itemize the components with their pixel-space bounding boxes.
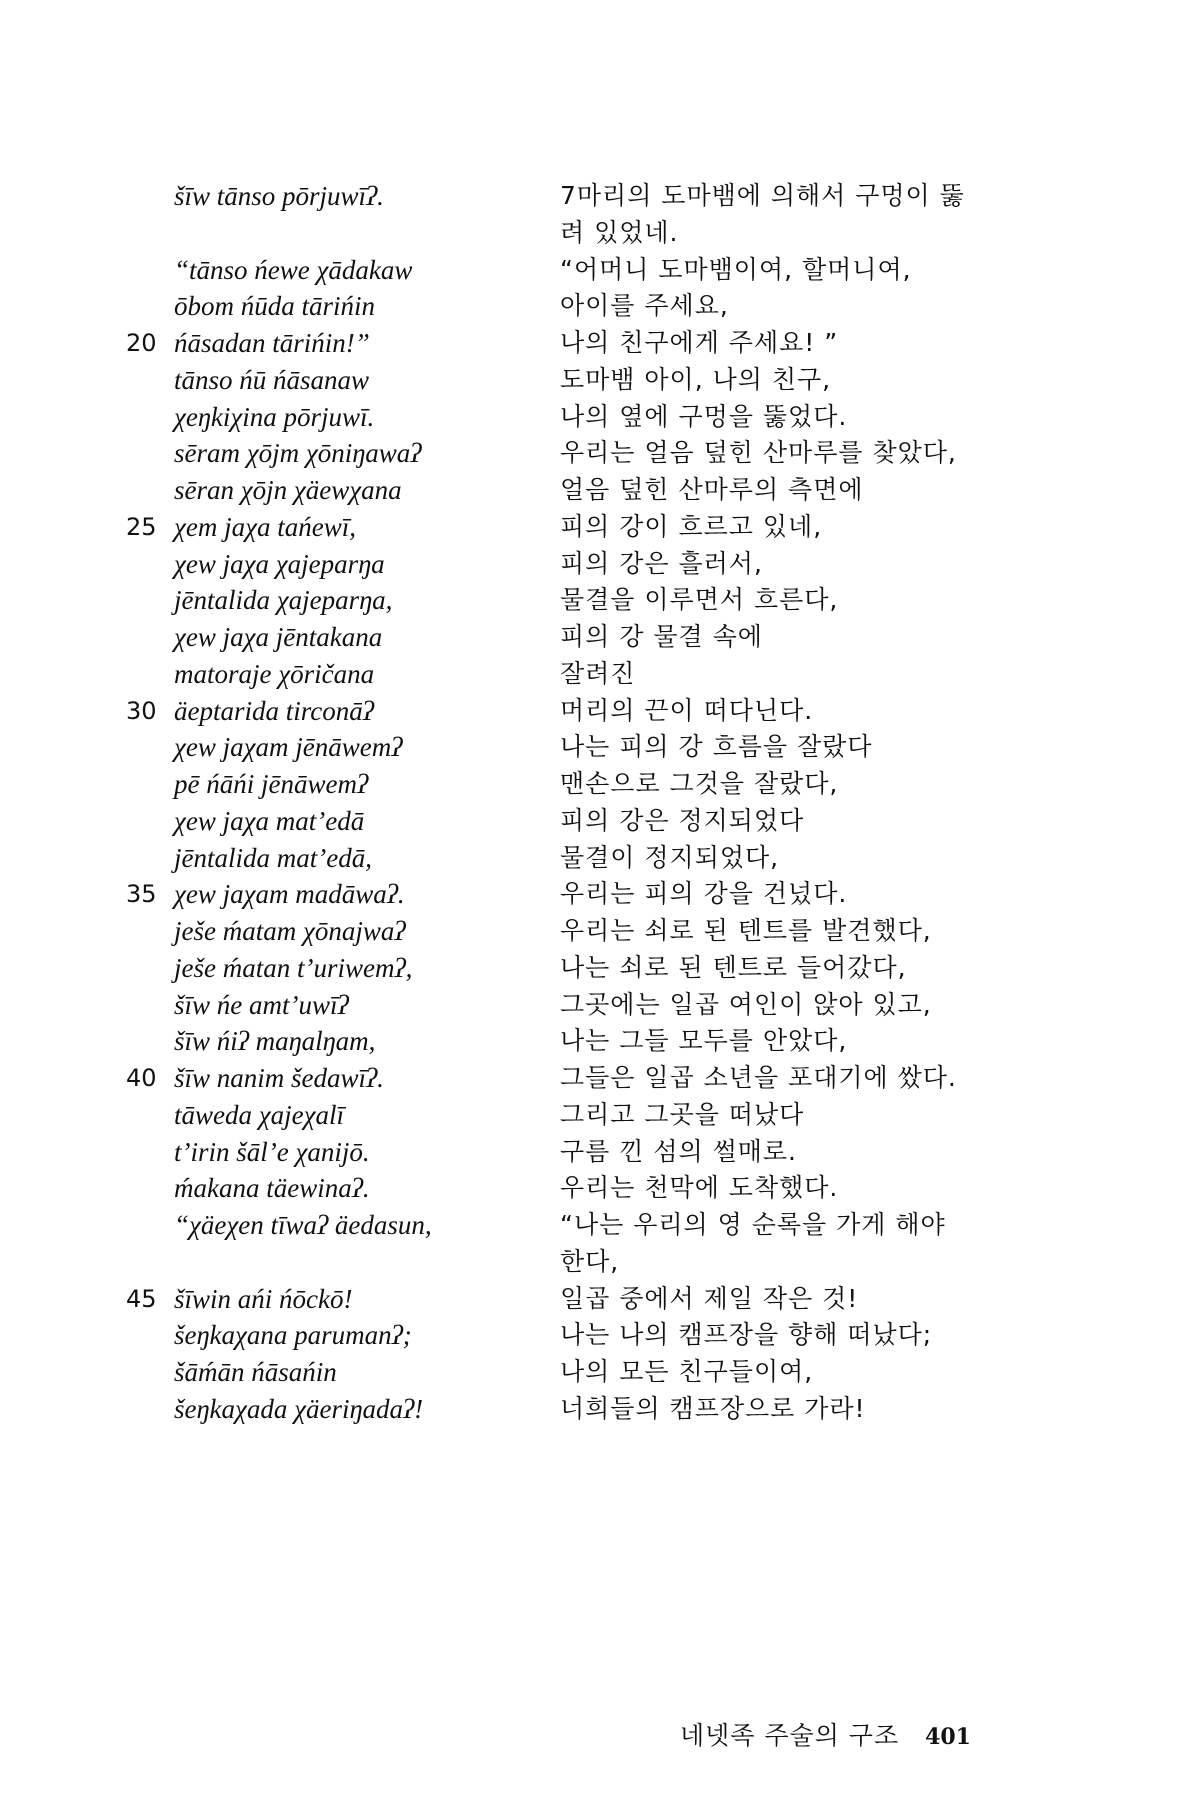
text-line — [0, 433, 1200, 473]
korean-translation: “나는 우리의 영 순록을 가게 해야 — [560, 1210, 946, 1239]
korean-translation: 그들은 일곱 소년을 포대기에 쌌다. — [560, 1063, 957, 1092]
text-line — [0, 1058, 1200, 1098]
source-verse: “tānso ńewe χādakaw — [174, 255, 413, 285]
korean-translation: 우리는 얼음 덮힌 산마루를 찾았다, — [560, 438, 957, 467]
line-number: 45 — [126, 1285, 157, 1313]
line-number: 30 — [126, 697, 157, 725]
korean-translation: 나의 친구에게 주세요! ” — [560, 328, 839, 357]
source-verse: matoraje χōričana — [174, 659, 375, 689]
text-line — [0, 470, 1200, 510]
source-verse: šīw ńiʔ maŋalŋam, — [174, 1026, 376, 1056]
source-verse: šāḿān ńāsańin — [174, 1357, 337, 1387]
korean-translation: 피의 강은 정지되었다 — [560, 806, 805, 835]
source-verse: sēran χōjn χäewχana — [174, 475, 402, 505]
text-line — [0, 507, 1200, 547]
source-verse: χew jaχa χajeparŋa — [174, 549, 385, 579]
source-verse: ōbom ńūda tārińin — [174, 291, 376, 321]
source-verse: šīwin ańi ńōckō! — [174, 1284, 353, 1314]
korean-translation: 려 있었네. — [560, 218, 679, 247]
korean-translation: 나는 나의 캠프장을 향해 떠났다; — [560, 1320, 933, 1349]
line-number: 40 — [126, 1064, 157, 1092]
korean-translation: 나는 쇠로 된 텐트로 들어갔다, — [560, 953, 907, 982]
source-verse: χew jaχam jēnāwemʔ — [174, 732, 403, 762]
text-line — [0, 286, 1200, 326]
source-verse: ješe ḿatam χōnajwaʔ — [174, 916, 406, 946]
korean-translation: 나의 옆에 구멍을 뚫었다. — [560, 402, 848, 431]
text-line — [0, 1168, 1200, 1208]
text-line — [0, 617, 1200, 657]
source-verse: χew jaχa jēntakana — [174, 622, 383, 652]
text-line — [0, 1132, 1200, 1172]
text-line — [0, 1095, 1200, 1135]
korean-translation: 그곳에는 일곱 여인이 앉아 있고, — [560, 990, 932, 1019]
source-verse: pē ńāńi jēnāwemʔ — [174, 769, 369, 799]
korean-translation: 한다, — [560, 1247, 620, 1276]
line-number: 25 — [126, 513, 157, 541]
source-verse: “χäeχen tīwaʔ äedasun, — [174, 1210, 432, 1240]
text-line — [0, 1315, 1200, 1355]
source-verse: äeptarida tirconāʔ — [174, 696, 374, 726]
source-verse: t’irin šāl’e χanijō. — [174, 1137, 370, 1167]
source-verse: ḿakana täewinaʔ. — [174, 1173, 370, 1203]
source-verse: šeŋkaχana parumanʔ; — [174, 1320, 412, 1350]
source-verse: šeŋkaχada χäeriŋadaʔ! — [174, 1394, 424, 1424]
text-line — [0, 764, 1200, 804]
korean-translation: 나의 모든 친구들이여, — [560, 1357, 814, 1386]
korean-translation: 구름 낀 섬의 썰매로. — [560, 1137, 797, 1166]
text-line — [0, 948, 1200, 988]
text-line — [0, 654, 1200, 694]
korean-translation: 일곱 중에서 제일 작은 것! — [560, 1284, 859, 1313]
text-line — [0, 1021, 1200, 1061]
korean-translation: 아이를 주세요, — [560, 291, 729, 320]
korean-translation: 그리고 그곳을 떠났다 — [560, 1100, 805, 1129]
korean-translation: “어머니 도마뱀이여, 할머니여, — [560, 255, 912, 284]
korean-translation: 맨손으로 그것을 잘랐다, — [560, 769, 839, 798]
text-line — [0, 544, 1200, 584]
text-line — [0, 1205, 1200, 1245]
korean-translation: 물결이 정지되었다, — [560, 843, 780, 872]
text-line — [0, 801, 1200, 841]
text-line — [0, 691, 1200, 731]
korean-translation: 나는 그들 모두를 안았다, — [560, 1026, 848, 1055]
text-line — [0, 1352, 1200, 1392]
line-number: 20 — [126, 329, 157, 357]
korean-translation: 피의 강은 흘러서, — [560, 549, 763, 578]
text-line — [0, 213, 1200, 253]
running-footer — [680, 1716, 1020, 1756]
source-verse: šīw nanim šedawīʔ. — [174, 1063, 384, 1093]
source-verse: šīw ńe amt’uwīʔ — [174, 990, 349, 1020]
korean-translation: 피의 강 물결 속에 — [560, 622, 763, 651]
korean-translation: 물결을 이루면서 흐른다, — [560, 585, 839, 614]
text-line — [0, 874, 1200, 914]
text-line — [0, 1279, 1200, 1319]
source-verse: tāweda χajeχalī — [174, 1100, 344, 1130]
source-verse: tānso ńū ńāsanaw — [174, 365, 370, 395]
text-line — [0, 1242, 1200, 1282]
text-line — [0, 580, 1200, 620]
source-verse: χeŋkiχina pōrjuwī. — [174, 402, 375, 432]
korean-translation: 너희들의 캠프장으로 가라! — [560, 1394, 866, 1423]
text-line — [0, 911, 1200, 951]
korean-translation: 우리는 천막에 도착했다. — [560, 1173, 839, 1202]
korean-translation: 우리는 피의 강을 건넜다. — [560, 879, 848, 908]
korean-translation: 7마리의 도마뱀에 의해서 구멍이 뚫 — [560, 181, 965, 210]
text-line — [0, 397, 1200, 437]
korean-translation: 도마뱀 아이, 나의 친구, — [560, 365, 832, 394]
text-line — [0, 323, 1200, 363]
text-line — [0, 838, 1200, 878]
text-line — [0, 360, 1200, 400]
source-verse: jēntalida mat’edā, — [174, 843, 372, 873]
source-verse: šīw tānso pōrjuwīʔ. — [174, 181, 384, 211]
text-line — [0, 1389, 1200, 1429]
source-verse: χew jaχa mat’edā — [174, 806, 365, 836]
text-line — [0, 727, 1200, 767]
text-line — [0, 176, 1200, 216]
footer-title: 네넷족 주술의 구조 — [680, 1721, 900, 1750]
korean-translation: 머리의 끈이 떠다닌다. — [560, 696, 814, 725]
source-verse: sēram χōjm χōniŋawaʔ — [174, 438, 422, 468]
korean-translation: 나는 피의 강 흐름을 잘랐다 — [560, 732, 873, 761]
text-line — [0, 985, 1200, 1025]
source-verse: jēntalida χajeparŋa, — [174, 585, 393, 615]
text-line — [0, 250, 1200, 290]
source-verse: ńāsadan tārińin!” — [174, 328, 370, 358]
source-verse: ješe ḿatan t’uriwemʔ, — [174, 953, 413, 983]
source-verse: χew jaχam madāwaʔ. — [174, 879, 405, 909]
line-number: 35 — [126, 880, 157, 908]
korean-translation: 얼음 덮힌 산마루의 측면에 — [560, 475, 864, 504]
korean-translation: 우리는 쇠로 된 텐트를 발견했다, — [560, 916, 932, 945]
korean-translation: 피의 강이 흐르고 있네, — [560, 512, 823, 541]
source-verse: χem jaχa tańewī, — [174, 512, 356, 542]
page-number: 401 — [925, 1724, 971, 1750]
korean-translation: 잘려진 — [560, 659, 636, 688]
